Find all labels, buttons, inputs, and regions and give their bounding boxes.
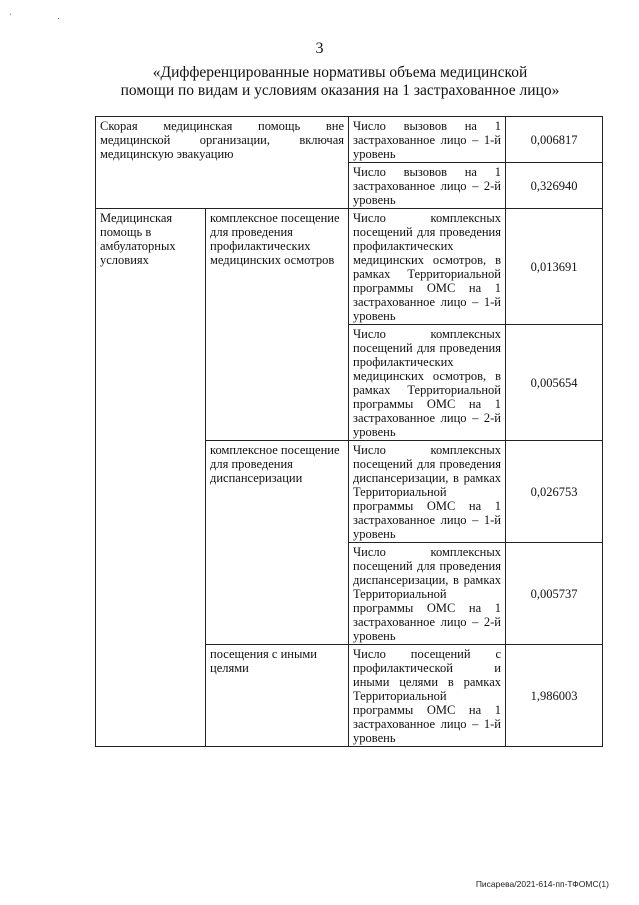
title-line-2: помощи по видам и условиям оказания на 1 застрахованное лицо» [120, 82, 560, 99]
indicator-cell: Число комплексных посещений для проведения профилактических медицинских осмотров, в рамках Территориальной программы ОМС на 1 застрахованное лицо – 1-й уровень [349, 209, 506, 325]
outpatient-label-cell: Медицинская помощь в амбулаторных условиях [96, 209, 206, 747]
indicator-cell: Число комплексных посещений для проведения диспансеризации, в рамках Территориальной программы ОМС на 1 застрахованное лицо – 1-й уровень [349, 441, 506, 543]
table-row [96, 209, 603, 325]
value-cell: 0,005737 [506, 543, 603, 645]
value-cell: 0,013691 [506, 209, 603, 325]
table-row [96, 117, 603, 163]
indicator-cell: Число комплексных посещений для проведения профилактических медицинских осмотров, в рамках Территориальной программы ОМС на 1 застрахованное лицо – 2-й уровень [349, 325, 506, 441]
scan-specks: ' . [10, 12, 82, 21]
document-footer-id: Писарева/2021-614-пп-ТФОМС(1) [475, 879, 609, 889]
value-cell: 0,006817 [506, 117, 603, 163]
value-cell: 0,005654 [506, 325, 603, 441]
value-cell: 1,986003 [506, 645, 603, 747]
group-label-cell: комплексное посещение для проведения диспансеризации [206, 441, 349, 645]
indicator-cell: Число вызовов на 1 застрахованное лицо – 1-й уровень [349, 117, 506, 163]
title-line-1: «Дифференцированные нормативы объема медицинской [152, 64, 528, 81]
normatives-table [95, 116, 603, 747]
indicator-cell: Число посещений с профилактической и иными целями в рамках Территориальной программы ОМС на 1 застрахованное лицо – 1-й уровень [349, 645, 506, 747]
page-number: 3 [315, 40, 324, 57]
indicator-cell: Число комплексных посещений для проведения диспансеризации, в рамках Территориальной программы ОМС на 1 застрахованное лицо – 2-й уровень [349, 543, 506, 645]
group-label-cell: посещения с иными целями [206, 645, 349, 747]
value-cell: 0,326940 [506, 163, 603, 209]
document-title [60, 64, 620, 100]
group-label-cell: комплексное посещение для проведения профилактических медицинских осмотров [206, 209, 349, 441]
ambulance-label-cell: Скорая медицинская помощь вне медицинской организации, включая медицинскую эвакуацию [96, 117, 349, 209]
indicator-cell: Число вызовов на 1 застрахованное лицо – 2-й уровень [349, 163, 506, 209]
value-cell: 0,026753 [506, 441, 603, 543]
